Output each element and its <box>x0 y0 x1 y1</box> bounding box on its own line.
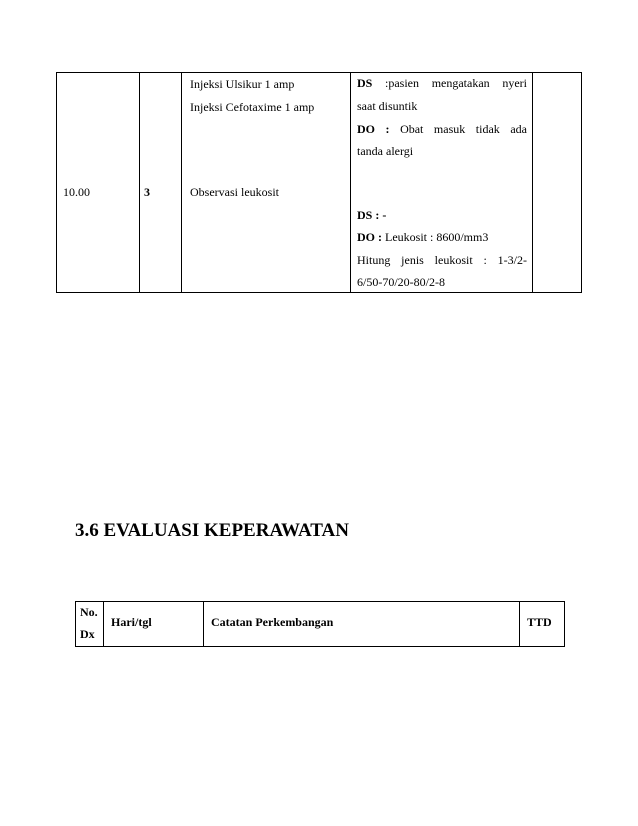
hitung-word: : <box>483 253 487 267</box>
ds-word: :pasien <box>385 76 420 90</box>
header-dx: Dx <box>80 627 95 641</box>
implementation-table <box>56 72 582 293</box>
hitung-text: 6/50-70/20-80/2-8 <box>357 275 445 289</box>
section-heading: 3.6 EVALUASI KEPERAWATAN <box>75 520 349 541</box>
do-value: Leukosit : 8600/mm3 <box>382 230 489 244</box>
column-divider <box>532 73 533 292</box>
column-divider <box>139 73 140 292</box>
evaluation-table <box>75 601 565 647</box>
header-ttd: TTD <box>527 615 552 629</box>
do-word: tidak <box>475 122 500 136</box>
hitung-word: Hitung <box>357 253 391 267</box>
column-divider <box>350 73 351 292</box>
action-item: Injeksi Ulsikur 1 amp <box>190 77 295 91</box>
ds-word: nyeri <box>502 76 527 90</box>
header-hari-tgl: Hari/tgl <box>111 615 152 629</box>
column-divider <box>103 602 104 646</box>
hitung-word: jenis <box>401 253 424 267</box>
time-cell: 10.00 <box>63 185 90 199</box>
do-word: Obat <box>400 122 424 136</box>
dx-number-cell: 3 <box>144 185 150 199</box>
do-line <box>357 122 527 136</box>
do-word: ada <box>510 122 527 136</box>
column-divider <box>519 602 520 646</box>
action-item: Injeksi Cefotaxime 1 amp <box>190 100 315 114</box>
do-word: : <box>385 122 390 136</box>
do-text: tanda alergi <box>357 144 414 158</box>
action-item: Observasi leukosit <box>190 185 279 199</box>
hitung-word: leukosit <box>434 253 473 267</box>
hitung-line <box>357 253 527 267</box>
header-catatan: Catatan Perkembangan <box>211 615 334 629</box>
header-no: No. <box>80 605 98 619</box>
ds-text: saat disuntik <box>357 99 418 113</box>
do-line <box>357 230 488 244</box>
do-word: masuk <box>433 122 466 136</box>
column-divider <box>203 602 204 646</box>
column-divider <box>181 73 182 292</box>
ds-label: DS : - <box>357 208 387 222</box>
ds-line <box>357 76 527 90</box>
do-label: DO <box>357 122 375 136</box>
ds-label: DS <box>357 76 373 90</box>
do-label: DO : <box>357 230 382 244</box>
hitung-word: 1-3/2- <box>497 253 527 267</box>
ds-word: mengatakan <box>431 76 490 90</box>
